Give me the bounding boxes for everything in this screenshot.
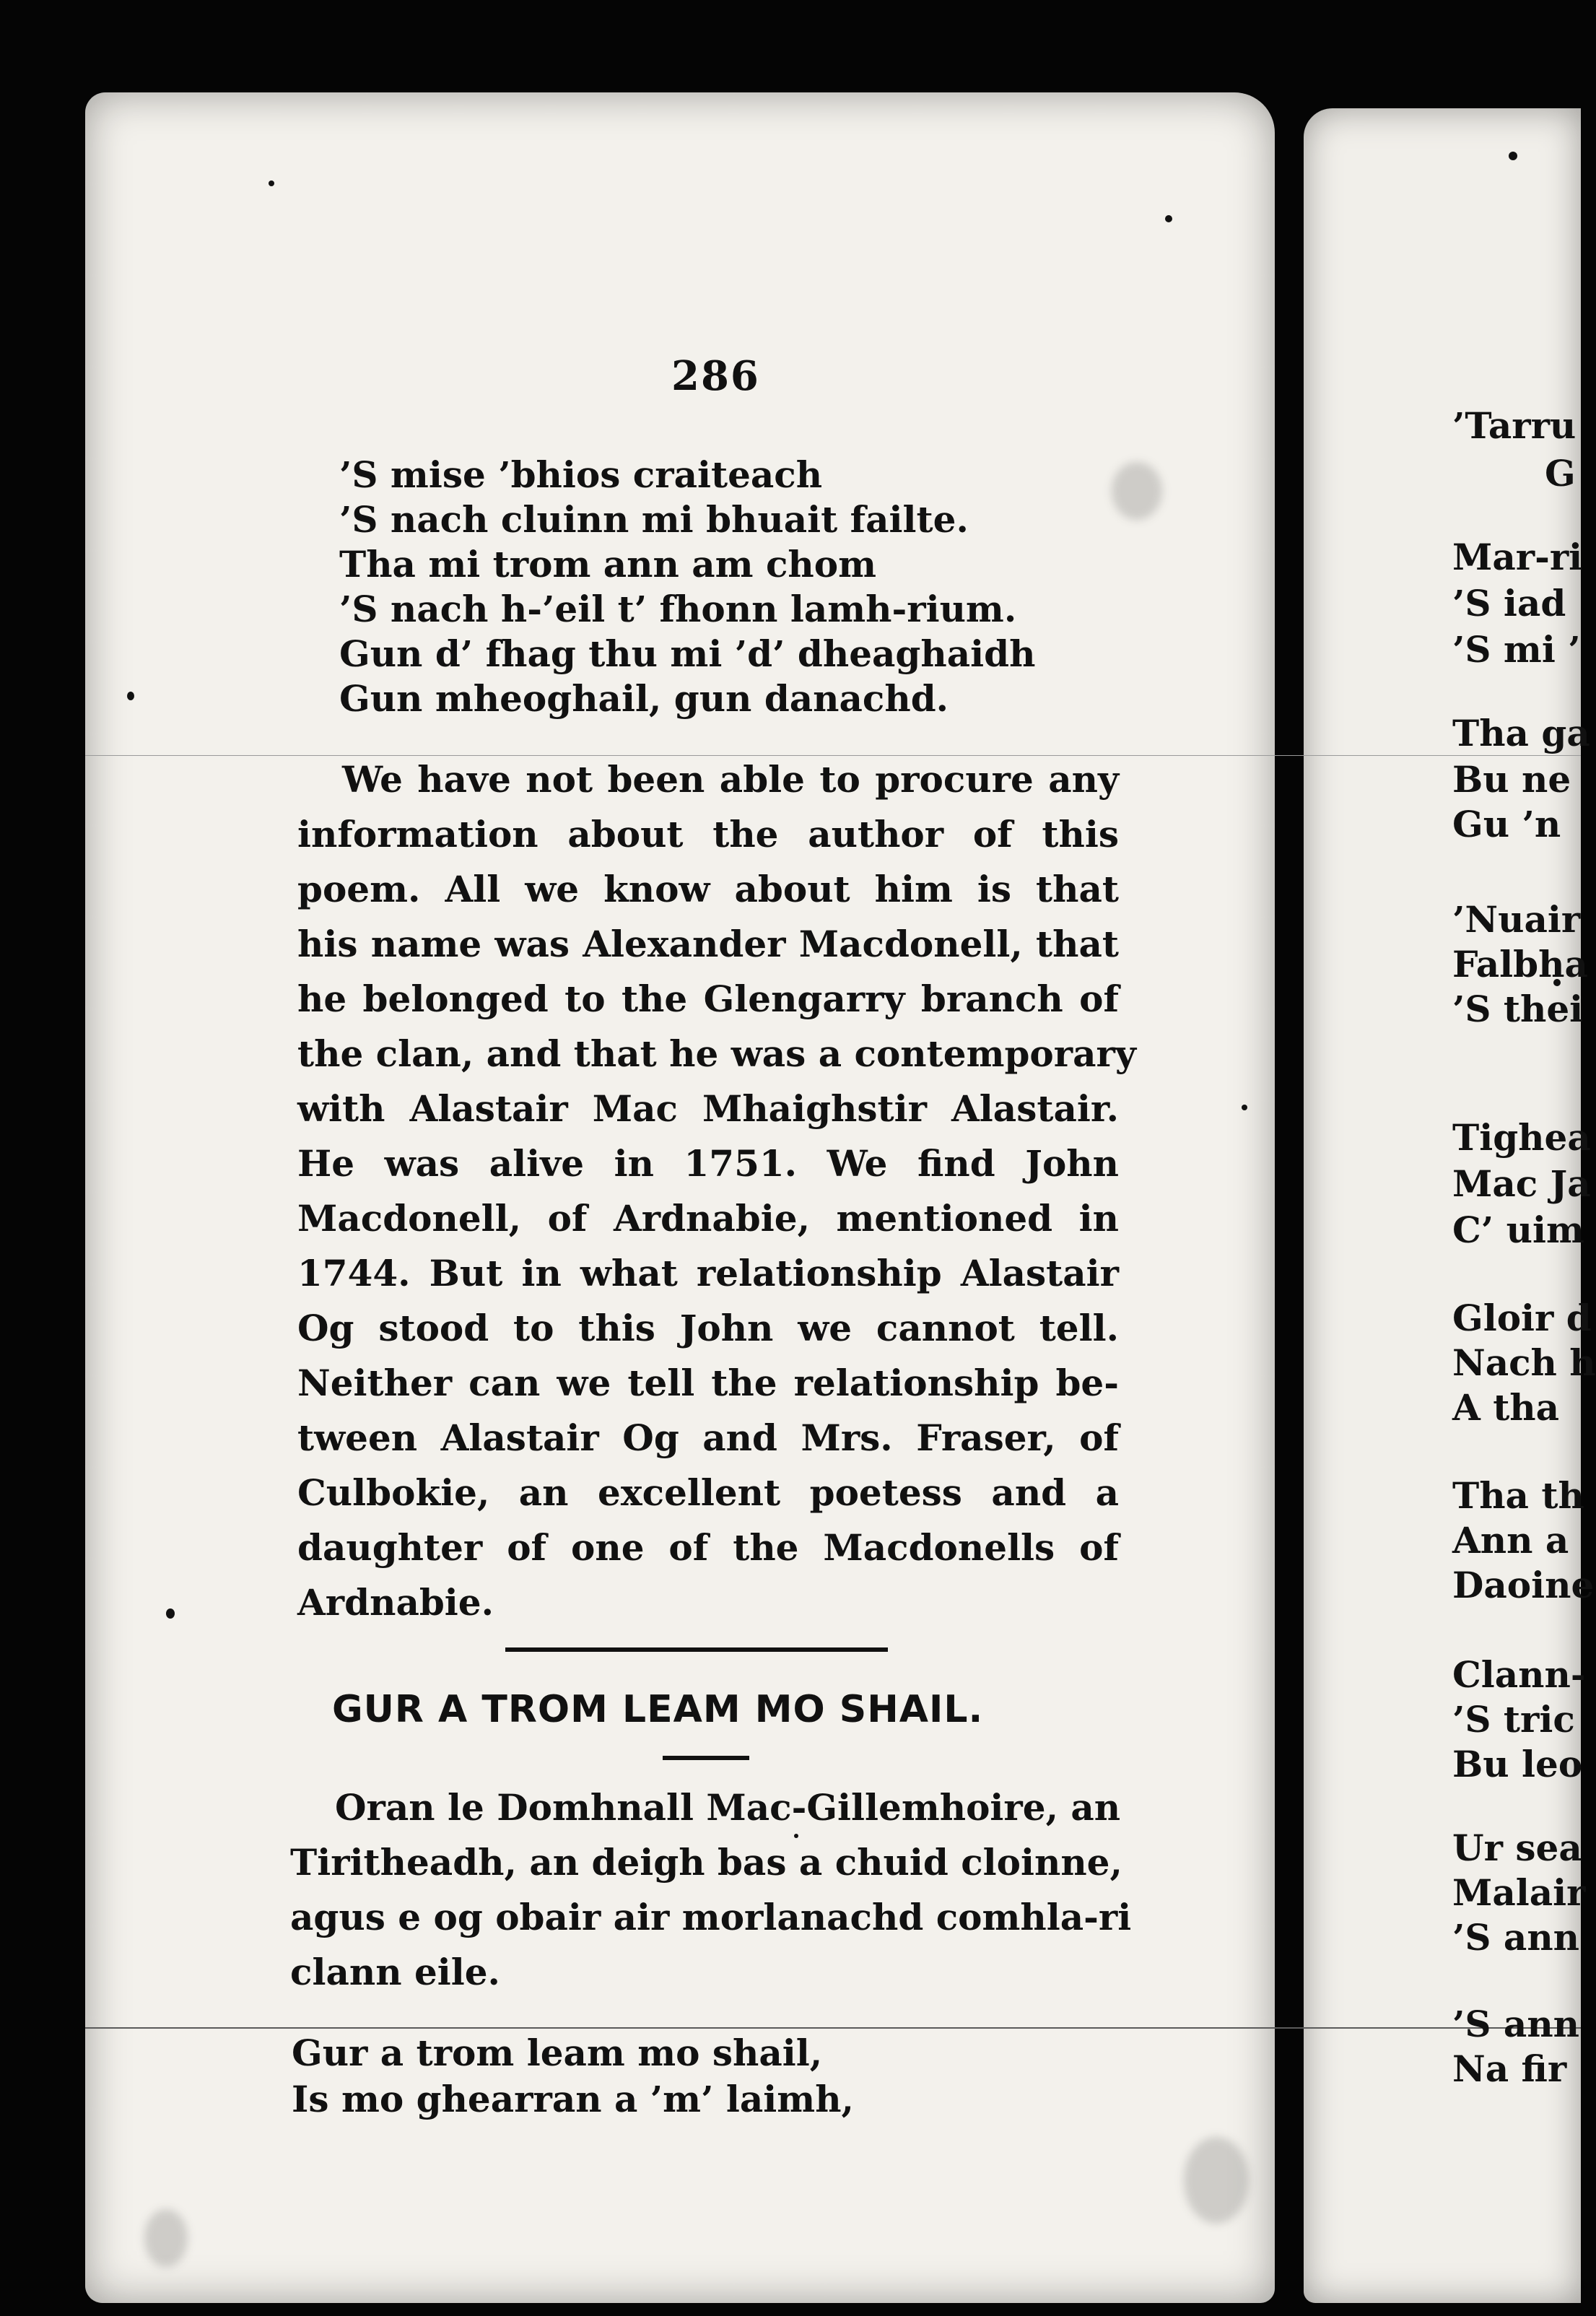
song-title: GUR A TROM LEAM MO SHAIL. (332, 1688, 984, 1731)
verse-line: Gun mheoghail, gun danachd. (339, 677, 949, 720)
paragraph-line: tween Alastair Og and Mrs. Fraser, of (297, 1416, 1119, 1459)
intro-line: clann eile. (290, 1951, 500, 1993)
paragraph-line: he belonged to the Glengarry branch of (297, 978, 1119, 1020)
fragment-line: ’S tric (1452, 1698, 1575, 1741)
fragment-line: Ann a (1452, 1519, 1569, 1562)
fold-line (85, 755, 1581, 756)
fragment-line: ’S ann (1452, 2003, 1580, 2045)
verse-line: ’S nach h-’eil t’ fhonn lamh-rium. (339, 588, 1017, 630)
fragment-line: ’S iad (1452, 582, 1566, 624)
fragment-line: Clann- (1452, 1653, 1586, 1696)
speck (1509, 152, 1517, 160)
paragraph-line: Og stood to this John we cannot tell. (297, 1307, 1119, 1349)
fragment-line: Nach h (1452, 1341, 1596, 1384)
paragraph-line: the clan, and that he was a contemporary (297, 1032, 1136, 1075)
verse-line: ’S mise ’bhios craiteach (339, 453, 823, 496)
paragraph-line: He was alive in 1751. We find John (297, 1142, 1119, 1185)
fragment-line: Bu ne (1452, 758, 1571, 801)
fragment-line: ’Tarru (1452, 404, 1577, 447)
verse-line: Tha mi trom ann am chom (339, 543, 877, 585)
fragment-line: Gloir d (1452, 1297, 1592, 1339)
title-underline (663, 1756, 749, 1760)
speck (166, 1608, 175, 1619)
paragraph-line: Neither can we tell the relationship be- (297, 1362, 1119, 1404)
paragraph-line: 1744. But in what relationship Alastair (297, 1252, 1119, 1294)
intro-line: agus e og obair air morlanachd comhla-ri (290, 1896, 1132, 1938)
speck (269, 180, 274, 186)
paragraph-line: Ardnabie. (297, 1581, 494, 1624)
speck (794, 1834, 798, 1838)
paragraph-line: We have not been able to procure any (342, 758, 1119, 801)
fragment-line: Tha ga (1452, 712, 1590, 754)
fragment-line: Tha th (1452, 1474, 1584, 1517)
fragment-line: Malair (1452, 1871, 1586, 1914)
fragment-line: Bu leo (1452, 1743, 1583, 1785)
paragraph-line: information about the author of this (297, 813, 1119, 856)
intro-line: Tiritheadh, an deigh bas a chuid cloinne, (290, 1841, 1122, 1884)
fragment-line: Ur sea (1452, 1827, 1582, 1869)
fragment-line: Na fir (1452, 2047, 1567, 2090)
verse-line: ’S nach cluinn mi bhuait failte. (339, 498, 969, 541)
fragment-line: Gu ’n (1452, 803, 1561, 845)
paragraph-line: poem. All we know about him is that (297, 868, 1119, 910)
fragment-line: ’Nuair (1452, 898, 1581, 941)
fragment-line: Tighea (1452, 1116, 1591, 1159)
paragraph-line: daughter of one of the Macdonells of (297, 1526, 1119, 1569)
intro-line: Oran le Domhnall Mac-Gillemhoire, an (335, 1786, 1121, 1829)
ink-smudge (144, 2209, 188, 2267)
ink-smudge (1112, 462, 1162, 520)
paragraph-line: Macdonell, of Ardnabie, mentioned in (297, 1197, 1119, 1240)
speck (127, 692, 134, 700)
ink-smudge (1184, 2137, 1249, 2224)
fold-line (85, 2027, 1581, 2029)
verse-line: Is mo ghearran a ’m’ laimh, (292, 2078, 854, 2120)
fragment-line: Mac Ja (1452, 1162, 1591, 1205)
speck (1242, 1105, 1247, 1110)
fragment-line: A tha (1452, 1386, 1560, 1429)
fragment-line: Falbha (1452, 943, 1588, 985)
page-number: 286 (671, 352, 760, 400)
fragment-line: ’S mi ’ (1452, 628, 1581, 671)
fragment-line: ’S thei (1452, 988, 1584, 1030)
paragraph-line: his name was Alexander Macdonell, that (297, 923, 1119, 965)
fragment-line: Mar-ri (1452, 536, 1583, 578)
paragraph-line: Culbokie, an excellent poetess and a (297, 1471, 1119, 1514)
fragment-line: C’ uim (1452, 1209, 1584, 1251)
speck (1165, 215, 1172, 222)
fragment-line: Daoine (1452, 1564, 1595, 1606)
verse-line: Gur a trom leam mo shail, (292, 2032, 823, 2074)
paragraph-line: with Alastair Mac Mhaighstir Alastair. (297, 1087, 1119, 1130)
section-rule (505, 1647, 888, 1652)
fragment-line: G (1545, 452, 1576, 495)
fragment-line: ’S ann (1452, 1916, 1580, 1959)
verse-line: Gun d’ fhag thu mi ’d’ dheaghaidh (339, 632, 1036, 675)
